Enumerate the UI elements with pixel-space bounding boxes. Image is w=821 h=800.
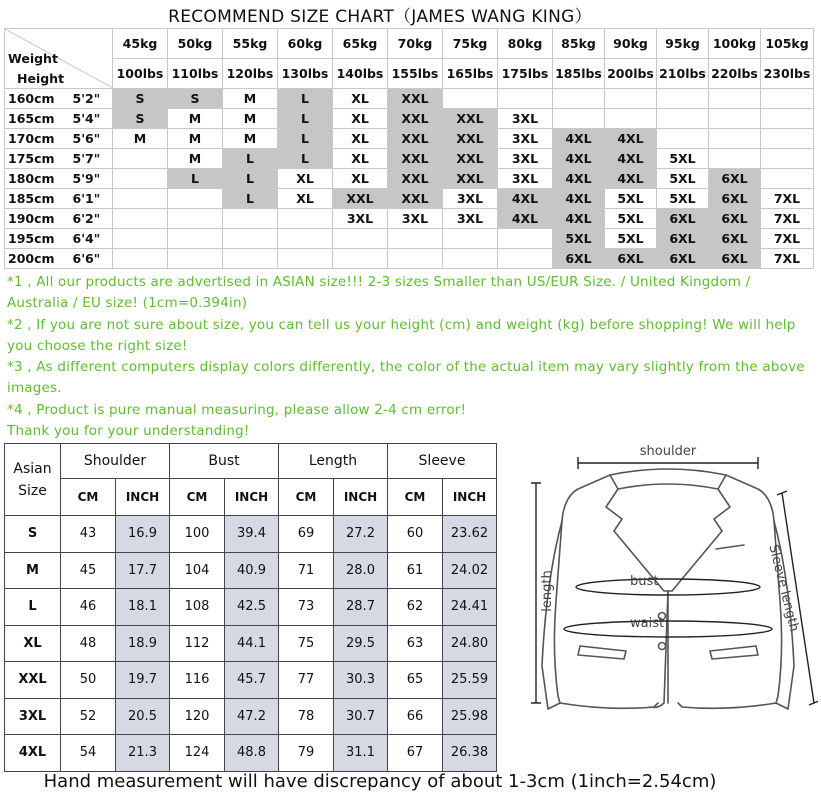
height-cm: 200cm	[5, 249, 69, 269]
measure-row	[5, 698, 497, 735]
notes-block	[7, 272, 813, 442]
measure-row	[5, 552, 497, 589]
size-cell: XL	[278, 169, 333, 189]
cm-value: 75	[279, 625, 334, 662]
size-cell: S	[168, 89, 223, 109]
cm-value: 46	[61, 589, 116, 626]
size-cell: 3XL	[443, 209, 498, 229]
size-cell: L	[278, 149, 333, 169]
size-cell	[761, 169, 814, 189]
size-name: 4XL	[5, 735, 61, 772]
measure-group-header: Length	[279, 444, 388, 479]
inch-value: 48.8	[225, 735, 279, 772]
corner-height-label: Height	[17, 71, 65, 86]
inch-value: 24.41	[443, 589, 497, 626]
size-cell: 5XL	[605, 209, 657, 229]
left-pocket	[578, 646, 626, 659]
size-cell: 7XL	[761, 209, 814, 229]
unit-inch-header: INCH	[334, 479, 388, 516]
measure-row	[5, 735, 497, 772]
cm-value: 62	[388, 589, 443, 626]
measurement-table	[4, 443, 497, 772]
size-cell	[443, 89, 498, 109]
size-cell: 4XL	[553, 169, 605, 189]
size-cell: 3XL	[388, 209, 443, 229]
kg-header: 95kg	[657, 29, 709, 59]
height-ft: 5'4"	[69, 109, 113, 129]
height-cm: 185cm	[5, 189, 69, 209]
size-cell: 3XL	[498, 129, 553, 149]
size-cell	[168, 229, 223, 249]
size-label: Size	[18, 482, 47, 499]
size-cell	[168, 209, 223, 229]
size-cell: M	[223, 89, 278, 109]
size-cell: 4XL	[553, 129, 605, 149]
collar	[610, 469, 726, 489]
size-cell	[223, 249, 278, 269]
recommend-row	[5, 89, 814, 109]
inch-value: 47.2	[225, 698, 279, 735]
lbs-header: 120lbs	[223, 59, 278, 89]
lbs-header: 200lbs	[605, 59, 657, 89]
measure-row	[5, 589, 497, 626]
cm-value: 112	[170, 625, 225, 662]
cm-value: 73	[279, 589, 334, 626]
size-cell	[278, 229, 333, 249]
lbs-header: 175lbs	[498, 59, 553, 89]
unit-row	[5, 479, 497, 516]
cm-value: 43	[61, 516, 116, 553]
cm-value: 50	[61, 662, 116, 699]
inch-value: 39.4	[225, 516, 279, 553]
lbs-header: 130lbs	[278, 59, 333, 89]
size-cell: M	[113, 129, 168, 149]
height-cm: 195cm	[5, 229, 69, 249]
cm-value: 65	[388, 662, 443, 699]
size-cell: 6XL	[709, 169, 761, 189]
height-ft: 6'4"	[69, 229, 113, 249]
size-cell	[278, 209, 333, 229]
size-cell: L	[168, 169, 223, 189]
height-ft: 6'1"	[69, 189, 113, 209]
size-cell	[498, 89, 553, 109]
kg-header: 70kg	[388, 29, 443, 59]
recommend-row	[5, 209, 814, 229]
size-cell: XXL	[443, 109, 498, 129]
height-ft: 6'2"	[69, 209, 113, 229]
size-cell: XL	[333, 149, 388, 169]
size-cell	[709, 89, 761, 109]
recommend-row	[5, 249, 814, 269]
inch-value: 18.9	[116, 625, 170, 662]
cm-value: 61	[388, 552, 443, 589]
note-1: *1 , All our products are advertised in ASIAN size!!! 2-3 sizes Smaller than US/EUR Size. / United Kingdom / Australia / EU size! (1cm=0.394in)	[7, 274, 751, 312]
size-cell: XL	[333, 169, 388, 189]
size-cell: 4XL	[498, 189, 553, 209]
size-cell	[113, 169, 168, 189]
recommend-row	[5, 129, 814, 149]
cm-value: 48	[61, 625, 116, 662]
measure-row	[5, 516, 497, 553]
inch-value: 40.9	[225, 552, 279, 589]
size-cell: 5XL	[657, 149, 709, 169]
inch-value: 42.5	[225, 589, 279, 626]
size-cell	[113, 249, 168, 269]
height-cm: 165cm	[5, 109, 69, 129]
size-cell: XL	[333, 89, 388, 109]
size-cell	[761, 129, 814, 149]
lbs-header: 230lbs	[761, 59, 814, 89]
measure-group-header: Shoulder	[61, 444, 170, 479]
size-cell: 6XL	[709, 249, 761, 269]
lbs-header: 165lbs	[443, 59, 498, 89]
recommend-row	[5, 229, 814, 249]
size-cell: L	[223, 189, 278, 209]
size-cell	[761, 149, 814, 169]
size-cell	[709, 149, 761, 169]
size-cell: XXL	[333, 189, 388, 209]
length-label: length	[540, 570, 555, 612]
size-cell: L	[278, 109, 333, 129]
chart-title: RECOMMEND SIZE CHART（JAMES WANG KING）	[168, 7, 592, 27]
size-cell: S	[113, 109, 168, 129]
lbs-header: 185lbs	[553, 59, 605, 89]
inch-value: 25.59	[443, 662, 497, 699]
size-cell: 5XL	[553, 229, 605, 249]
size-cell	[761, 109, 814, 129]
inch-value: 29.5	[334, 625, 388, 662]
kg-header: 75kg	[443, 29, 498, 59]
unit-inch-header: INCH	[116, 479, 170, 516]
size-cell	[278, 249, 333, 269]
cm-value: 124	[170, 735, 225, 772]
size-cell	[333, 249, 388, 269]
size-cell	[333, 229, 388, 249]
size-cell: 5XL	[657, 169, 709, 189]
size-cell: XXL	[388, 149, 443, 169]
kg-header: 50kg	[168, 29, 223, 59]
corner-weight-label: Weight	[8, 51, 58, 66]
size-cell: XXL	[443, 149, 498, 169]
recommend-row	[5, 169, 814, 189]
size-cell	[657, 109, 709, 129]
inch-value: 17.7	[116, 552, 170, 589]
cm-value: 63	[388, 625, 443, 662]
inch-value: 16.9	[116, 516, 170, 553]
inch-value: 19.7	[116, 662, 170, 699]
size-cell	[168, 189, 223, 209]
size-cell	[709, 129, 761, 149]
size-cell: 6XL	[657, 209, 709, 229]
cm-value: 45	[61, 552, 116, 589]
size-name: L	[5, 589, 61, 626]
cm-value: 104	[170, 552, 225, 589]
size-cell: 3XL	[498, 109, 553, 129]
cm-value: 79	[279, 735, 334, 772]
size-cell	[443, 229, 498, 249]
kg-header: 90kg	[605, 29, 657, 59]
size-cell: 4XL	[553, 189, 605, 209]
waist-label: waist	[630, 616, 665, 631]
size-cell: XL	[333, 129, 388, 149]
unit-cm-header: CM	[61, 479, 116, 516]
height-cm: 170cm	[5, 129, 69, 149]
inch-value: 21.3	[116, 735, 170, 772]
inch-value: 27.2	[334, 516, 388, 553]
cm-value: 78	[279, 698, 334, 735]
size-cell	[168, 249, 223, 269]
right-lapel	[668, 489, 730, 591]
cm-value: 52	[61, 698, 116, 735]
height-ft: 5'9"	[69, 169, 113, 189]
kg-header: 45kg	[113, 29, 168, 59]
jacket-diagram	[518, 441, 818, 771]
shoulder-label: shoulder	[639, 444, 697, 459]
recommend-row	[5, 189, 814, 209]
size-cell: XXL	[388, 109, 443, 129]
kg-header: 60kg	[278, 29, 333, 59]
size-cell: 5XL	[657, 189, 709, 209]
unit-cm-header: CM	[170, 479, 225, 516]
size-cell: L	[278, 129, 333, 149]
height-cm: 180cm	[5, 169, 69, 189]
size-cell: 6XL	[709, 229, 761, 249]
height-cm: 175cm	[5, 149, 69, 169]
inch-value: 18.1	[116, 589, 170, 626]
size-cell	[223, 209, 278, 229]
inch-value: 20.5	[116, 698, 170, 735]
size-cell	[657, 129, 709, 149]
size-cell: 4XL	[553, 209, 605, 229]
size-cell: 4XL	[498, 209, 553, 229]
size-cell: M	[168, 129, 223, 149]
size-cell: 6XL	[605, 249, 657, 269]
size-cell: M	[168, 149, 223, 169]
size-name: 3XL	[5, 698, 61, 735]
size-cell: 3XL	[333, 209, 388, 229]
height-ft: 5'6"	[69, 129, 113, 149]
size-cell	[113, 229, 168, 249]
size-name: S	[5, 516, 61, 553]
inch-value: 23.62	[443, 516, 497, 553]
kg-header: 100kg	[709, 29, 761, 59]
inch-value: 28.0	[334, 552, 388, 589]
cm-value: 100	[170, 516, 225, 553]
size-cell: XXL	[388, 89, 443, 109]
recommend-row	[5, 109, 814, 129]
size-cell: S	[113, 89, 168, 109]
size-cell	[113, 189, 168, 209]
size-cell	[443, 249, 498, 269]
unit-cm-header: CM	[279, 479, 334, 516]
cm-value: 77	[279, 662, 334, 699]
size-cell: 6XL	[709, 209, 761, 229]
size-cell: 4XL	[605, 129, 657, 149]
size-cell: 6XL	[709, 189, 761, 209]
inch-value: 30.7	[334, 698, 388, 735]
cm-value: 67	[388, 735, 443, 772]
footer-note: Hand measurement will have discrepancy of about 1-3cm (1inch=2.54cm)	[43, 771, 717, 792]
size-cell: 6XL	[553, 249, 605, 269]
measure-group-header: Sleeve	[388, 444, 497, 479]
inch-value: 31.1	[334, 735, 388, 772]
size-cell: 7XL	[761, 189, 814, 209]
size-cell: 5XL	[605, 189, 657, 209]
size-cell: XL	[333, 109, 388, 129]
lbs-header: 210lbs	[657, 59, 709, 89]
lbs-header: 220lbs	[709, 59, 761, 89]
kg-header: 85kg	[553, 29, 605, 59]
height-ft: 5'7"	[69, 149, 113, 169]
note-3: *3 , As different computers display colors differently, the color of the actual item may vary slightly from the above images.	[7, 359, 805, 397]
size-cell	[553, 109, 605, 129]
unit-inch-header: INCH	[443, 479, 497, 516]
kg-header-row	[5, 29, 814, 59]
size-cell: 4XL	[605, 169, 657, 189]
size-cell	[553, 89, 605, 109]
size-cell: 3XL	[498, 149, 553, 169]
inch-value: 30.3	[334, 662, 388, 699]
size-cell: XXL	[388, 129, 443, 149]
size-name: M	[5, 552, 61, 589]
size-cell: L	[223, 169, 278, 189]
cm-value: 60	[388, 516, 443, 553]
size-cell: M	[168, 109, 223, 129]
unit-cm-header: CM	[388, 479, 443, 516]
size-cell	[388, 229, 443, 249]
size-cell: XL	[278, 189, 333, 209]
kg-header: 105kg	[761, 29, 814, 59]
cm-value: 71	[279, 552, 334, 589]
recommend-row	[5, 149, 814, 169]
corner-cell	[5, 29, 113, 89]
lbs-header: 140lbs	[333, 59, 388, 89]
size-cell	[761, 89, 814, 109]
lbs-header: 100lbs	[113, 59, 168, 89]
height-ft: 6'6"	[69, 249, 113, 269]
cm-value: 66	[388, 698, 443, 735]
recommend-size-table	[4, 28, 814, 269]
size-cell: 3XL	[498, 169, 553, 189]
measure-group-row	[5, 444, 497, 479]
size-cell	[709, 109, 761, 129]
size-cell: M	[223, 109, 278, 129]
size-name: XL	[5, 625, 61, 662]
left-sleeve	[542, 521, 562, 709]
cm-value: 120	[170, 698, 225, 735]
note-2: *2 , If you are not sure about size, you can tell us your height (cm) and weight (kg) before shopping! We will help you choose the right size!	[7, 316, 796, 354]
cm-value: 69	[279, 516, 334, 553]
size-cell: L	[278, 89, 333, 109]
size-name: XXL	[5, 662, 61, 699]
inch-value: 24.80	[443, 625, 497, 662]
size-cell	[605, 89, 657, 109]
cm-value: 108	[170, 589, 225, 626]
size-cell: XXL	[388, 189, 443, 209]
size-cell	[113, 149, 168, 169]
size-cell	[388, 249, 443, 269]
size-cell: L	[223, 149, 278, 169]
note-4: *4 , Product is pure manual measuring, please allow 2-4 cm error!	[7, 401, 467, 418]
size-cell: 6XL	[657, 229, 709, 249]
kg-header: 65kg	[333, 29, 388, 59]
inch-value: 26.38	[443, 735, 497, 772]
size-cell: M	[223, 129, 278, 149]
size-cell: 5XL	[605, 229, 657, 249]
size-cell	[498, 229, 553, 249]
measure-group-header: Bust	[170, 444, 279, 479]
size-cell: XXL	[443, 129, 498, 149]
size-cell	[223, 229, 278, 249]
size-cell	[113, 209, 168, 229]
height-cm: 190cm	[5, 209, 69, 229]
front-opening	[650, 591, 668, 708]
size-cell	[498, 249, 553, 269]
inch-value: 24.02	[443, 552, 497, 589]
measure-row	[5, 662, 497, 699]
inch-value: 25.98	[443, 698, 497, 735]
size-cell: 4XL	[553, 149, 605, 169]
lbs-header: 155lbs	[388, 59, 443, 89]
bust-label: bust	[630, 574, 659, 589]
size-cell: 7XL	[761, 229, 814, 249]
unit-inch-header: INCH	[225, 479, 279, 516]
inch-value: 45.7	[225, 662, 279, 699]
sleeve-length-label: Sleeve length	[765, 543, 802, 634]
height-ft: 5'2"	[69, 89, 113, 109]
inch-value: 28.7	[334, 589, 388, 626]
height-cm: 160cm	[5, 89, 69, 109]
size-cell	[605, 109, 657, 129]
lbs-header: 110lbs	[168, 59, 223, 89]
size-cell: XXL	[443, 169, 498, 189]
note-thanks: Thank you for your understanding!	[7, 423, 250, 440]
size-cell: 7XL	[761, 249, 814, 269]
right-pocket	[710, 646, 758, 659]
cm-value: 116	[170, 662, 225, 699]
lbs-header-row	[5, 59, 814, 89]
size-cell: 6XL	[657, 249, 709, 269]
asian-size-header	[5, 444, 61, 516]
measure-row	[5, 625, 497, 662]
kg-header: 55kg	[223, 29, 278, 59]
kg-header: 80kg	[498, 29, 553, 59]
size-cell: 3XL	[443, 189, 498, 209]
asian-label: Asian	[13, 460, 52, 477]
cm-value: 54	[61, 735, 116, 772]
size-cell: XXL	[388, 169, 443, 189]
size-cell	[657, 89, 709, 109]
inch-value: 44.1	[225, 625, 279, 662]
size-cell: 4XL	[605, 149, 657, 169]
